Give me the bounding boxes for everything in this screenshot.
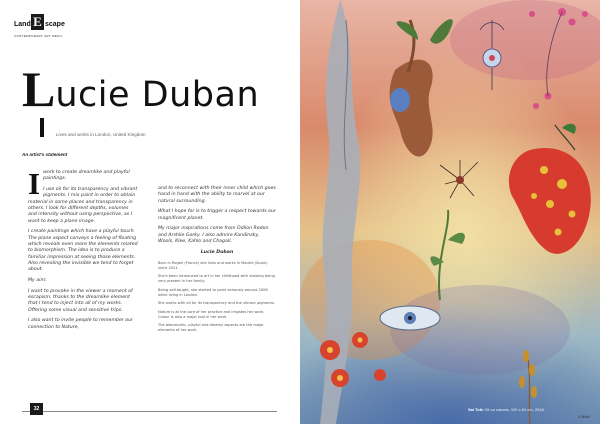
painting-page: [300, 0, 600, 424]
statement-paragraph: My major inspirations come from Odilon Redon and Arshile Gorky. I also admire Kandinsky, Wools, Klee, Kahlo and Chagall.: [158, 226, 269, 245]
bio-paragraph: Being self-taught, she started to paint seriously around 2008 while living in London.: [158, 287, 268, 297]
artist-bio: [158, 261, 276, 334]
footer-rule: [22, 411, 277, 412]
statement-paragraph: I also want to invite people to remember our connection to Nature,: [28, 318, 134, 330]
statement-column-right: [158, 186, 276, 337]
masthead-land: Land: [14, 21, 31, 28]
painting-signature: Z.Wolt: [578, 414, 590, 419]
bio-paragraph: She works with oil for its transparency and the vibrant pigments.: [158, 301, 275, 306]
statement-column-left: [28, 166, 138, 336]
section-label: An artist's statement: [22, 152, 68, 157]
title-initial: L: [22, 61, 56, 117]
painting-artwork: [300, 0, 600, 424]
title-rest: ucie Duban: [55, 75, 260, 115]
masthead-e-block: E: [31, 14, 44, 30]
statement-paragraph: I create paintings which have a playful touch. The plane aspect conveys a feeling of floating which reveals even more the elements related to biomorphism. The idea is to produce a familiar impression at seeing those elements. Also revealing the invisible we tend to forget about.: [28, 229, 138, 273]
painting-caption: [468, 407, 544, 412]
bio-paragraph: She's been introduced to art in her childhood with drawing being very present in her family.: [158, 274, 275, 284]
statement-paragraph: I use oil for its transparency and vibrant pigments. I mix paint in order to obtain material in some places and transparency in others. I look for different depths, volumes and intensity without using perspective, as I want to keep a plane image.: [28, 187, 138, 224]
title-accent-bar: [40, 118, 44, 137]
drop-cap: I: [28, 166, 41, 201]
masthead-scape: scape: [45, 21, 65, 28]
statement-paragraph: My aim:: [28, 277, 47, 283]
statement-signature: Lucie Duban: [200, 249, 234, 255]
statement-paragraph: What I hope for is to trigger a respect towards our magnificent planet.: [158, 209, 276, 221]
statement-lead-text: work to create dreamlike and playful paintings.: [43, 170, 130, 182]
statement-lead: [28, 166, 138, 201]
bio-paragraph: Born in Rogen (France) she lives and works in Madrid (Spain) since 2011.: [158, 260, 268, 270]
statement-paragraph: I want to provoke in the viewer a moment of escapism, thanks to the dreamlike element that I tend to inject into all of my works. Offering some visual and sensitive trips.: [28, 288, 133, 313]
caption-details: Oil on canvas, 100 x 81 cm, 2018: [483, 407, 544, 412]
bio-paragraph: The biomorphic, playful and dreamy aspects are the major elements of her work.: [158, 323, 264, 333]
bio-paragraph: Nature is at the core of her practice and irrigates her work. Colour is also a major tool in her work.: [158, 309, 265, 319]
masthead-tagline: CONTEMPORARY ART MENU: [14, 34, 63, 38]
artist-location: Lives and works in London, United Kingdom: [56, 132, 146, 137]
caption-title: Sai Tofe: [468, 407, 484, 412]
statement-paragraph: and to reconnect with their inner child which goes hand in hand with the ability to marvel at our natural surrounding.: [158, 186, 276, 204]
artist-title: [22, 60, 259, 118]
page-number: 32: [30, 403, 43, 415]
